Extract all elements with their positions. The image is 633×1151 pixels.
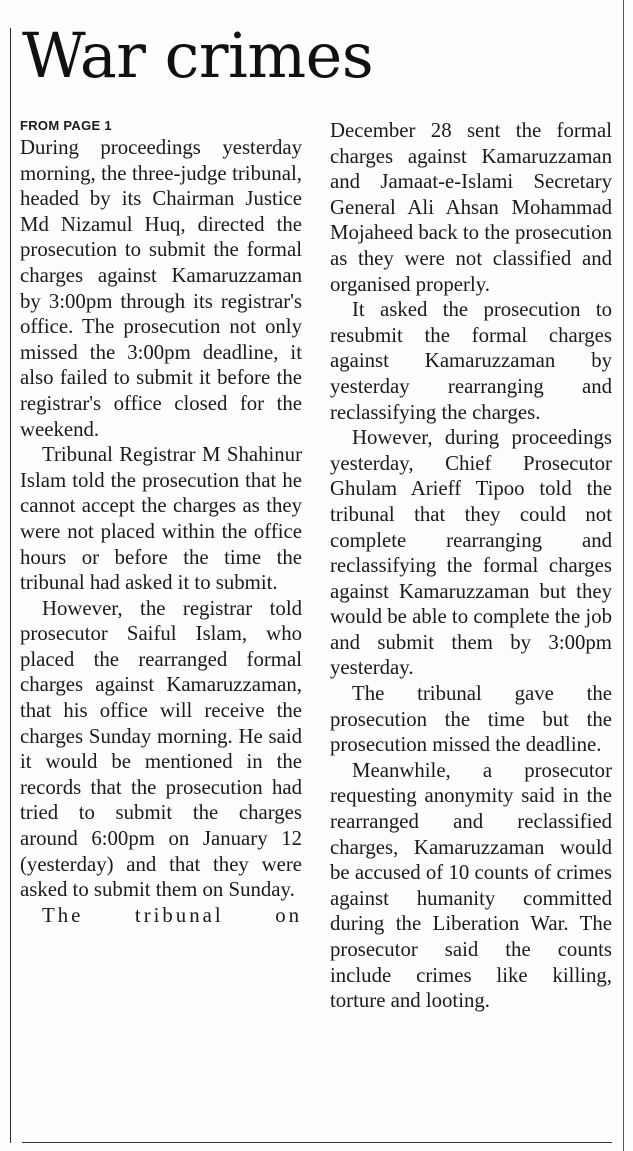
bottom-rule bbox=[22, 1142, 612, 1143]
paragraph: However, during proceedings yesterday, Chief Prosecutor Ghulam Arieff Tipoo told the tribunal that they could not complete rearranging and reclassifying the formal charges against Kamaruzzaman but they would be able to complete the job and submit them by 3:00pm yesterday. bbox=[330, 426, 612, 680]
paragraph: Tribunal Registrar M Shahinur Islam told the prosecution that he cannot accept the charges as they were not placed within the office hours or before the time the tribunal had asked it to submit. bbox=[20, 443, 302, 595]
paragraph: Meanwhile, a prosecutor requesting anonymity said in the rearranged and reclassified charges, Kamaruzzaman would be accused of 10 counts of crimes against humanity committed during the Liberation War. The prosecutor said the counts include crimes like killing, torture and looting. bbox=[330, 758, 612, 1013]
headline: War crimes bbox=[22, 19, 374, 92]
paragraph: December 28 sent the formal charges against Kamaruzzaman and Jamaat-e-Islami Secretary General Ali Ahsan Mohammad Mojaheed back to the prosecution as they were not classified and organised properly. bbox=[330, 119, 612, 296]
paragraph: It asked the prosecution to resubmit the formal charges against Kamaruzzaman by yesterday rearranging and reclassifying the charges. bbox=[330, 298, 612, 424]
kicker-from-page: FROM PAGE 1 bbox=[20, 118, 112, 133]
right-border-rule bbox=[623, 0, 624, 1151]
paragraph: During proceedings yesterday morning, the three-judge tribunal, headed by its Chairman Justice Md Nizamul Huq, directed the prosecution to submit the formal charges against Kamaruzzaman by 3:00pm through its registrar's office. The prosecution not only missed the 3:00pm deadline, it also failed to submit it before the registrar's office closed for the weekend. bbox=[20, 136, 302, 441]
paragraph-continued: The tribunal on bbox=[42, 903, 302, 927]
article-column-left bbox=[20, 117, 302, 928]
paragraph: The tribunal gave the prosecution the time but the prosecution missed the deadline. bbox=[330, 682, 612, 757]
paragraph: However, the registrar told prosecutor Saiful Islam, who placed the rearranged formal charges against Kamaruzzaman, that his office will receive the charges Sunday morning. He said it would be mentioned in the records that the prosecution had tried to submit the charges around 6:00pm on January 12 (yesterday) and that they were asked to submit them on Sunday. bbox=[20, 596, 302, 902]
article-column-right bbox=[330, 118, 612, 1014]
left-column-rule bbox=[10, 28, 11, 1143]
